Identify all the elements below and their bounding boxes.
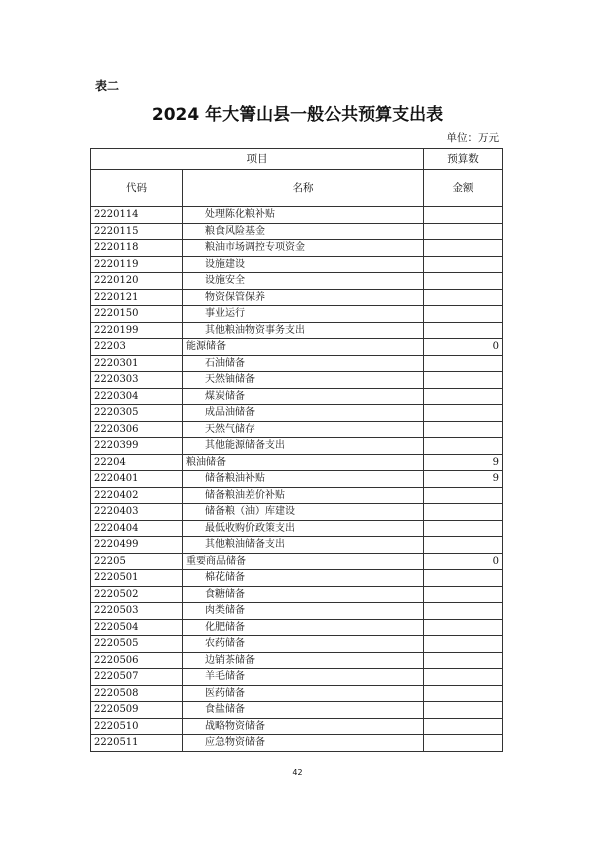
cell-amount (424, 322, 503, 339)
cell-code: 2220114 (91, 207, 183, 224)
cell-code: 2220403 (91, 504, 183, 521)
cell-amount: 9 (424, 471, 503, 488)
cell-amount (424, 652, 503, 669)
cell-amount (424, 289, 503, 306)
cell-amount (424, 372, 503, 389)
cell-name: 重要商品储备 (183, 553, 424, 570)
table-row (91, 355, 503, 372)
cell-amount (424, 240, 503, 257)
cell-code: 2220501 (91, 570, 183, 587)
cell-code: 2220306 (91, 421, 183, 438)
cell-name: 设施安全 (183, 273, 424, 290)
cell-amount (424, 702, 503, 719)
cell-amount (424, 438, 503, 455)
cell-amount (424, 306, 503, 323)
cell-amount (424, 421, 503, 438)
header-code: 代码 (91, 170, 183, 207)
cell-amount: 9 (424, 454, 503, 471)
table-row (91, 256, 503, 273)
cell-code: 22205 (91, 553, 183, 570)
cell-name: 肉类储备 (183, 603, 424, 620)
cell-amount (424, 273, 503, 290)
cell-amount (424, 520, 503, 537)
cell-name: 煤炭储备 (183, 388, 424, 405)
cell-name: 储备粮油补贴 (183, 471, 424, 488)
table-row (91, 289, 503, 306)
cell-name: 应急物资储备 (183, 735, 424, 752)
cell-code: 2220303 (91, 372, 183, 389)
unit-label: 单位：万元 (446, 132, 499, 144)
cell-code: 2220511 (91, 735, 183, 752)
table-row (91, 520, 503, 537)
cell-amount (424, 685, 503, 702)
table-row (91, 273, 503, 290)
cell-amount: 0 (424, 553, 503, 570)
table-row (91, 652, 503, 669)
table-row (91, 553, 503, 570)
cell-amount (424, 256, 503, 273)
cell-name: 食盐储备 (183, 702, 424, 719)
cell-name: 食糖储备 (183, 586, 424, 603)
header-amount: 金额 (424, 170, 503, 207)
cell-code: 2220150 (91, 306, 183, 323)
cell-name: 战略物资储备 (183, 718, 424, 735)
table-row (91, 339, 503, 356)
cell-amount (424, 504, 503, 521)
table-row (91, 669, 503, 686)
cell-amount (424, 636, 503, 653)
table-row (91, 306, 503, 323)
cell-amount (424, 207, 503, 224)
cell-code: 2220118 (91, 240, 183, 257)
table-row (91, 223, 503, 240)
cell-name: 成品油储备 (183, 405, 424, 422)
cell-name: 其他能源储备支出 (183, 438, 424, 455)
cell-amount (424, 537, 503, 554)
cell-code: 2220120 (91, 273, 183, 290)
cell-name: 其他粮油储备支出 (183, 537, 424, 554)
cell-name: 储备粮油差价补贴 (183, 487, 424, 504)
cell-name: 设施建设 (183, 256, 424, 273)
cell-code: 2220506 (91, 652, 183, 669)
cell-name: 化肥储备 (183, 619, 424, 636)
cell-name: 物资保管保养 (183, 289, 424, 306)
cell-code: 2220115 (91, 223, 183, 240)
header-item: 项目 (91, 149, 424, 170)
cell-amount (424, 669, 503, 686)
cell-name: 医药储备 (183, 685, 424, 702)
page-number: 42 (292, 768, 303, 777)
table-row (91, 570, 503, 587)
cell-code: 2220301 (91, 355, 183, 372)
cell-name: 边销茶储备 (183, 652, 424, 669)
table-row (91, 454, 503, 471)
page-title: 2024 年大箐山县一般公共预算支出表 (151, 105, 444, 125)
cell-amount (424, 619, 503, 636)
cell-code: 2220499 (91, 537, 183, 554)
cell-name: 能源储备 (183, 339, 424, 356)
cell-code: 2220121 (91, 289, 183, 306)
cell-amount (424, 487, 503, 504)
table-body (91, 207, 503, 752)
cell-name: 处理陈化粮补贴 (183, 207, 424, 224)
cell-name: 农药储备 (183, 636, 424, 653)
table-row (91, 636, 503, 653)
cell-name: 粮食风险基金 (183, 223, 424, 240)
cell-code: 2220508 (91, 685, 183, 702)
cell-amount (424, 586, 503, 603)
table-row (91, 438, 503, 455)
cell-code: 22203 (91, 339, 183, 356)
cell-name: 粮油储备 (183, 454, 424, 471)
cell-code: 2220305 (91, 405, 183, 422)
cell-name: 天然铀储备 (183, 372, 424, 389)
cell-code: 2220510 (91, 718, 183, 735)
cell-amount (424, 405, 503, 422)
table-row (91, 240, 503, 257)
cell-code: 2220502 (91, 586, 183, 603)
cell-amount: 0 (424, 339, 503, 356)
header-row-2 (91, 170, 503, 207)
table-row (91, 735, 503, 752)
header-name: 名称 (183, 170, 424, 207)
cell-code: 2220304 (91, 388, 183, 405)
cell-amount (424, 718, 503, 735)
table-row (91, 619, 503, 636)
cell-name: 棉花储备 (183, 570, 424, 587)
table-row (91, 405, 503, 422)
table-row (91, 702, 503, 719)
cell-amount (424, 735, 503, 752)
cell-code: 2220401 (91, 471, 183, 488)
table-row (91, 322, 503, 339)
cell-code: 2220402 (91, 487, 183, 504)
table-row (91, 487, 503, 504)
cell-code: 2220507 (91, 669, 183, 686)
cell-amount (424, 388, 503, 405)
cell-name: 天然气储存 (183, 421, 424, 438)
table-row (91, 207, 503, 224)
cell-code: 2220404 (91, 520, 183, 537)
cell-name: 粮油市场调控专项资金 (183, 240, 424, 257)
table-row (91, 603, 503, 620)
cell-name: 储备粮（油）库建设 (183, 504, 424, 521)
cell-code: 2220119 (91, 256, 183, 273)
cell-code: 22204 (91, 454, 183, 471)
table-row (91, 388, 503, 405)
cell-name: 其他粮油物资事务支出 (183, 322, 424, 339)
cell-name: 最低收购价政策支出 (183, 520, 424, 537)
table-row (91, 421, 503, 438)
table-row (91, 504, 503, 521)
table-row (91, 586, 503, 603)
cell-name: 石油储备 (183, 355, 424, 372)
cell-code: 2220504 (91, 619, 183, 636)
budget-table (90, 148, 503, 752)
cell-amount (424, 603, 503, 620)
cell-code: 2220399 (91, 438, 183, 455)
header-budget: 预算数 (424, 149, 503, 170)
cell-name: 事业运行 (183, 306, 424, 323)
table-row (91, 372, 503, 389)
table-row (91, 685, 503, 702)
cell-name: 羊毛储备 (183, 669, 424, 686)
cell-code: 2220503 (91, 603, 183, 620)
cell-amount (424, 223, 503, 240)
table-label: 表二 (95, 79, 120, 93)
header-row-1 (91, 149, 503, 170)
cell-amount (424, 570, 503, 587)
table-row (91, 537, 503, 554)
cell-code: 2220199 (91, 322, 183, 339)
cell-code: 2220509 (91, 702, 183, 719)
table-row (91, 471, 503, 488)
table-row (91, 718, 503, 735)
cell-amount (424, 355, 503, 372)
cell-code: 2220505 (91, 636, 183, 653)
